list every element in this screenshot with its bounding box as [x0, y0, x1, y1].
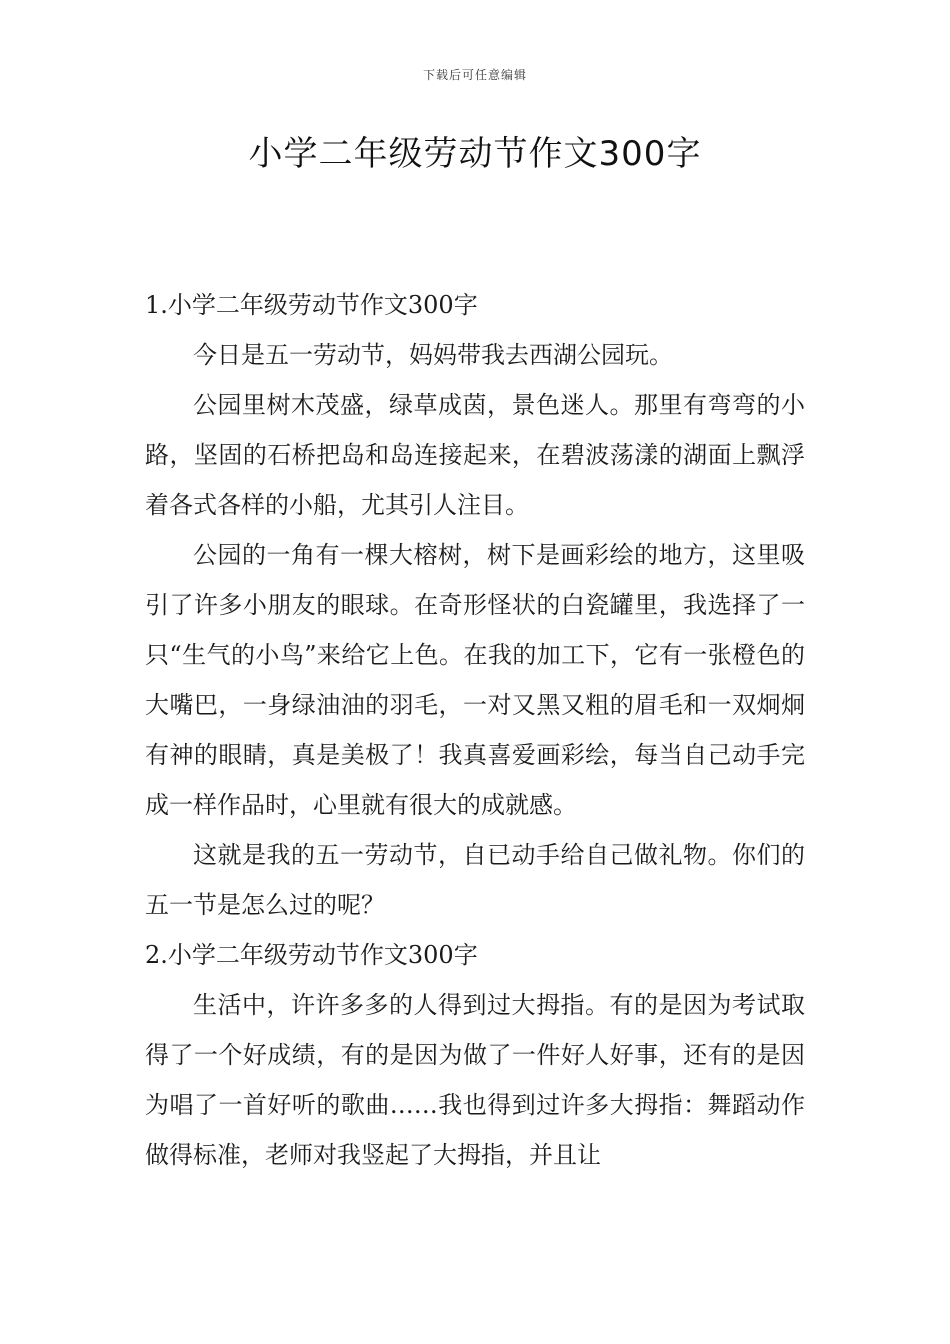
paragraph: 今日是五一劳动节，妈妈带我去西湖公园玩。	[193, 341, 673, 369]
document-body	[145, 280, 805, 1180]
section-heading: 1.小学二年级劳动节作文300字	[145, 291, 478, 319]
paragraph: 这就是我的五一劳动节，自已动手给自己做礼物。你们的五一节是怎么过的呢？	[145, 841, 805, 919]
paragraph: 生活中，许许多多的人得到过大拇指。有的是因为考试取得了一个好成绩，有的是因为做了一件好人好事，还有的是因为唱了一首好听的歌曲……我也得到过许多大拇指：舞蹈动作做得标准，老师对我竖起了大拇指，并且让	[145, 991, 805, 1169]
document-title: 小学二年级劳动节作文300字	[248, 134, 702, 174]
paragraph: 公园里树木茂盛，绿草成茵，景色迷人。那里有弯弯的小路，坚固的石桥把岛和岛连接起来，在碧波荡漾的湖面上飘浮着各式各样的小船，尤其引人注目。	[145, 391, 805, 519]
header-note: 下载后可任意编辑	[422, 68, 527, 82]
paragraph: 公园的一角有一棵大榕树，树下是画彩绘的地方，这里吸引了许多小朋友的眼球。在奇形怪状的白瓷罐里，我选择了一只“生气的小鸟”来给它上色。在我的加工下，它有一张橙色的大嘴巴，一身绿油油的羽毛，一对又黑又粗的眉毛和一双炯炯有神的眼睛，真是美极了！我真喜爱画彩绘，每当自己动手完成一样作品时，心里就有很大的成就感。	[145, 541, 805, 819]
section-heading: 2.小学二年级劳动节作文300字	[145, 941, 478, 969]
